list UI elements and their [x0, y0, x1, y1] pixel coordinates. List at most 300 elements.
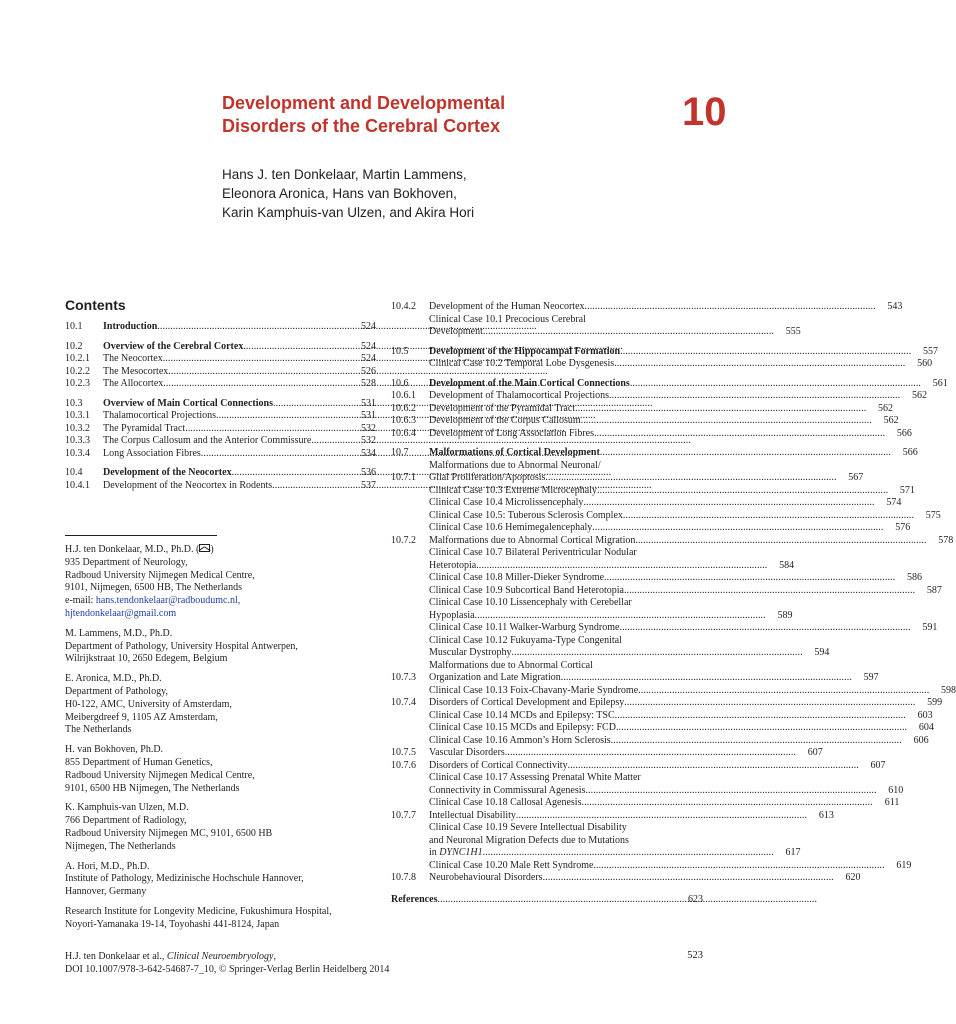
toc-page-number: 543 [887, 301, 903, 312]
toc-page-number: 526 [361, 365, 376, 377]
toc-entry [391, 509, 941, 523]
toc-entry-text [103, 321, 348, 334]
toc-entry-title: in DYNC1H1 [429, 847, 483, 858]
affiliation-line: Radboud University Nijmegen Medical Centre, [65, 569, 255, 581]
toc-entry-text [429, 428, 884, 441]
toc-entry-title: Long Association Fibres [103, 447, 201, 459]
affiliation-line: H. van Bokhoven, Ph.D. [65, 744, 164, 756]
toc-entry [391, 797, 900, 810]
toc-section-number: 10.3.3 [65, 435, 90, 446]
toc-page-number: 597 [863, 672, 879, 683]
email-link[interactable]: hjtendonkelaar@gmail.com [65, 607, 177, 619]
toc-dot-leader [273, 398, 348, 411]
toc-page-number: 603 [917, 709, 933, 721]
toc-entry [391, 345, 938, 359]
toc-entry [65, 378, 376, 391]
toc-entry-title: Development of the Corpus Callosum [429, 415, 581, 426]
toc-page-number: 604 [918, 722, 934, 733]
toc-page-number: 619 [896, 859, 912, 871]
toc-section-number: 10.7.2 [391, 534, 416, 546]
toc-entry-title: Disorders of Cortical Development and Epilepsy [429, 697, 625, 708]
toc-entry-title-last-line [429, 722, 906, 735]
toc-section-number: 10.3.2 [65, 422, 90, 434]
toc-entry-title-last-line [429, 747, 795, 760]
toc-entry-title: Disorders of Cortical Connectivity [429, 759, 568, 771]
toc-entry-title-last-line [429, 390, 899, 403]
toc-dot-leader [201, 448, 348, 461]
toc-page-number: 575 [925, 509, 941, 521]
toc-section-number: 10.6.1 [391, 390, 416, 401]
toc-entry-title-line: Clinical Case 10.10 Lissencephaly with Cerebellar [429, 597, 632, 608]
toc-page-number: 562 [883, 415, 899, 426]
toc-entry-text [429, 522, 882, 535]
toc-entry-text [429, 415, 871, 428]
toc-entry-text [103, 398, 348, 411]
toc-dot-leader [216, 410, 348, 423]
toc-page-number: 562 [911, 390, 927, 401]
toc-entry-title: Thalamocortical Projections [103, 410, 217, 421]
toc-entry-title: Development of the Pyramidal Tract [429, 402, 576, 414]
toc-entry-text [429, 358, 904, 371]
toc-dot-leader [543, 872, 833, 885]
toc-section-number: 10.7.6 [391, 759, 416, 771]
toc-entry-title: Clinical Case 10.13 Foix-Chavany-Marie Syndrome [429, 684, 639, 696]
toc-dot-leader [635, 535, 925, 548]
toc-entry-text [429, 872, 832, 885]
toc-entry-title: The Pyramidal Tract [103, 422, 186, 434]
toc-dot-leader [623, 510, 913, 523]
toc-entry-title-last-line [429, 860, 883, 873]
toc-entry [391, 859, 912, 873]
citation-book-title: Clinical Neuroembryology [166, 951, 274, 962]
toc-entry [391, 313, 801, 339]
toc-section-number: 10.3.1 [65, 410, 90, 421]
toc-page-number: 566 [902, 447, 918, 458]
affiliation-line: Research Institute for Longevity Medicine, Fukushimura Hospital, [65, 905, 332, 917]
toc-dot-leader [583, 497, 873, 510]
toc-references-entry [391, 894, 703, 907]
toc-entry-text [429, 535, 925, 548]
toc-dot-leader [620, 346, 910, 359]
toc-entry-title-last-line [429, 428, 884, 441]
toc-entry-text [429, 572, 894, 585]
toc-entry-text [429, 510, 913, 523]
toc-entry [391, 722, 934, 735]
toc-entry-title: Development of Thalamocortical Projections [429, 390, 610, 401]
toc-page-number: 561 [932, 377, 948, 389]
toc-entry-title-last-line [429, 585, 914, 598]
affiliation-line: Hannover, Germany [65, 886, 147, 898]
toc-entry [391, 759, 886, 773]
toc-entry [65, 353, 376, 366]
toc-dot-leader [568, 760, 858, 773]
citation-footer [65, 951, 389, 976]
toc-dot-leader [311, 435, 348, 448]
toc-section-number: 10.2 [65, 340, 83, 352]
toc-entry-title-last-line [429, 847, 773, 860]
toc-entry-text [429, 797, 871, 810]
toc-section-number: 10.7.8 [391, 872, 416, 883]
toc-entry-title: Clinical Case 10.14 MCDs and Epilepsy: TSC [429, 709, 615, 721]
toc-entry [391, 697, 943, 710]
toc-page-number: 620 [845, 872, 861, 883]
toc-dot-leader [475, 610, 765, 623]
toc-entry-title-last-line [429, 378, 920, 391]
email-link[interactable]: hans.tendonkelaar@radboudumc.nl, [95, 595, 241, 607]
toc-entry-text [429, 485, 887, 498]
toc-entry [65, 467, 376, 480]
citation-line [65, 951, 389, 964]
toc-entry-title: Clinical Case 10.18 Callosal Agenesis [429, 797, 582, 808]
toc-dot-leader [611, 735, 901, 748]
toc-entry [65, 435, 376, 448]
toc-entry-title: Glial Proliferation/Apoptosis [429, 472, 546, 483]
toc-entry [391, 747, 823, 760]
toc-page-number: 524 [361, 340, 376, 352]
toc-dot-leader [624, 697, 914, 710]
toc-entry-text [429, 772, 875, 797]
toc-dot-leader [585, 785, 875, 798]
toc-section-number: 10.4.1 [65, 479, 90, 491]
toc-entry-title-last-line [429, 326, 773, 339]
toc-entry [391, 734, 929, 748]
author-list [222, 165, 474, 222]
toc-entry-title: Clinical Case 10.4 Microlissencephaly [429, 497, 584, 508]
toc-dot-leader [619, 622, 909, 635]
affiliation-line [65, 608, 385, 621]
affiliation-line: Department of Pathology, [65, 685, 168, 697]
toc-entry [391, 572, 922, 585]
affiliation-line [65, 544, 385, 557]
affiliation-line: The Netherlands [65, 724, 132, 736]
toc-entry [391, 684, 956, 698]
toc-section-number: 10.4.2 [391, 301, 416, 312]
affiliation-ten-donkelaar [65, 544, 385, 621]
toc-entry-text [429, 685, 928, 698]
toc-page-number: 587 [926, 584, 942, 596]
footnote-divider [65, 535, 217, 536]
toc-entry-title: Development of the Human Neocortex [429, 301, 585, 312]
toc-entry [391, 547, 795, 572]
toc-entry-text [429, 710, 905, 723]
toc-entry-title: Clinical Case 10.6 Hemimegalencephaly [429, 522, 593, 533]
toc-entry [391, 427, 912, 441]
toc-dot-leader [483, 326, 773, 339]
toc-section-number: 10.3.4 [65, 447, 90, 459]
toc-entry [391, 301, 903, 314]
toc-entry-title-last-line [429, 760, 858, 773]
toc-entry [391, 659, 879, 685]
toc-entry [391, 522, 911, 535]
affiliation-lammens [65, 628, 385, 666]
toc-entry [391, 534, 954, 548]
toc-dot-leader [512, 647, 802, 660]
toc-entry-text [103, 341, 348, 354]
toc-page-number: 591 [922, 622, 938, 633]
toc-entry-text [429, 822, 773, 860]
toc-entry-text [429, 622, 909, 635]
toc-entry-text [429, 597, 764, 622]
toc-section-number: 10.4 [65, 467, 83, 478]
toc-page-number: 613 [818, 809, 834, 821]
toc-entry-title-last-line [429, 710, 905, 723]
toc-page-number: 611 [884, 797, 900, 808]
toc-section-number: 10.7.5 [391, 747, 416, 758]
toc-entry-title: Neurobehavioural Disorders [429, 872, 543, 883]
toc-entry-title: The Mesocortex [103, 365, 169, 377]
affiliation-line: M. Lammens, M.D., Ph.D. [65, 627, 173, 639]
toc-entry-title-line: and Neuronal Migration Defects due to Mutations [429, 834, 629, 846]
toc-section-number: 10.2.2 [65, 365, 90, 377]
toc-dot-leader [630, 378, 920, 391]
toc-entry-title-last-line [429, 560, 766, 573]
toc-page-number: 560 [917, 358, 933, 369]
affiliation-line: 766 Department of Radiology, [65, 815, 187, 827]
toc-dot-leader [616, 722, 906, 735]
toc-entry [391, 459, 864, 485]
toc-entry-text [429, 747, 795, 760]
toc-entry-text [429, 497, 873, 510]
toc-entry [391, 622, 938, 635]
toc-entry-title-last-line [429, 522, 882, 535]
toc-entry-text [429, 403, 865, 416]
affiliation-line: 935 Department of Neurology, [65, 556, 188, 568]
toc-entry [391, 415, 899, 428]
toc-entry-text [429, 760, 858, 773]
affiliation-line [65, 595, 385, 608]
toc-entry [391, 358, 933, 371]
toc-entry-title: Hypoplasia [429, 609, 475, 621]
toc-page-number: 606 [913, 734, 929, 746]
toc-entry-title-last-line [429, 403, 865, 416]
toc-dot-leader [614, 358, 904, 371]
toc-section-number: 10.6 [391, 377, 409, 389]
toc-entry-text [103, 423, 348, 436]
toc-page-number: 537 [361, 479, 376, 491]
affiliation-line: K. Kamphuis-van Ulzen, M.D. [65, 802, 189, 814]
chapter-title-line: Development and Developmental [222, 93, 506, 113]
toc-entry-title-last-line [429, 810, 806, 823]
toc-entry-title: Clinical Case 10.11 Walker-Warburg Syndrome [429, 622, 620, 633]
toc-section-number: 10.2.1 [65, 353, 90, 364]
toc-dot-leader [232, 467, 348, 480]
toc-entry-title: The Corpus Callosum and the Anterior Commissure [103, 435, 312, 446]
toc-entry-title: Vascular Disorders [429, 747, 505, 758]
toc-entry-title-line: Malformations due to Abnormal Neuronal/ [429, 459, 601, 471]
toc-entry-title: Development of the Neocortex [103, 467, 232, 478]
toc-entry-title-last-line [429, 510, 913, 523]
affiliation-line: H0-122, AMC, University of Amsterdam, [65, 698, 232, 710]
toc-right-column [391, 301, 956, 906]
doi-line: DOI 10.1007/978-3-642-54687-7_10, © Springer-Verlag Berlin Heidelberg 2014 [65, 963, 390, 975]
toc-entry-title: Organization and Late Migration [429, 672, 561, 683]
toc-dot-leader [168, 366, 348, 379]
toc-section-number: 10.6.4 [391, 427, 416, 439]
toc-entry-title-last-line [429, 785, 875, 798]
close-paren: ) [210, 544, 214, 555]
toc-entry-text [429, 735, 901, 748]
toc-entry-title: Overview of the Cerebral Cortex [103, 340, 244, 352]
toc-page-number: 571 [899, 484, 915, 496]
toc-entry-title-last-line [429, 622, 909, 635]
toc-entry-title: Clinical Case 10.8 Miller-Dieker Syndrome [429, 572, 605, 583]
toc-entry [391, 772, 904, 797]
affiliation-aronica [65, 673, 385, 737]
toc-dot-leader [157, 321, 348, 334]
toc-dot-leader [483, 847, 773, 860]
toc-section-number: 10.6.2 [391, 402, 416, 414]
toc-references-title: References [391, 893, 438, 905]
toc-section-number: 10.7.4 [391, 697, 416, 708]
toc-entry-title: Clinical Case 10.16 Ammon’s Horn Sclerosis [429, 734, 611, 746]
toc-entry-title: Overview of Main Cortical Connections [103, 397, 273, 409]
toc-page-number: 574 [886, 497, 902, 508]
toc-dot-leader [638, 685, 928, 698]
toc-entry-title: Clinical Case 10.5: Tuberous Sclerosis Complex [429, 509, 623, 521]
affiliation-van-bokhoven [65, 744, 385, 795]
toc-entry-text [429, 722, 906, 735]
toc-entry-title-last-line [429, 672, 851, 685]
toc-entry [65, 410, 376, 423]
affiliation-line: Institute of Pathology, Medizinische Hochschule Hannover, [65, 873, 304, 885]
toc-entry-title: Development of the Hippocampal Formation [429, 345, 621, 357]
page-number: 523 [687, 950, 703, 961]
toc-dot-leader [243, 341, 348, 354]
toc-entry-title-line: Clinical Case 10.19 Severe Intellectual Disability [429, 822, 627, 833]
toc-page-number: 578 [938, 534, 954, 546]
toc-entry-text [429, 301, 874, 314]
toc-dot-leader [593, 860, 883, 873]
toc-entry-text [103, 378, 348, 391]
toc-page-number: 589 [777, 609, 793, 621]
toc-page-number: 584 [779, 559, 795, 571]
toc-entry-title-last-line [429, 647, 801, 660]
toc-page-number: 567 [848, 472, 864, 483]
toc-entry [65, 423, 376, 436]
toc-entry [391, 822, 801, 860]
toc-entry-title-line: Clinical Case 10.17 Assessing Prenatal White Matter [429, 772, 641, 783]
toc-entry-title: Development of the Neocortex in Rodents [103, 479, 273, 491]
toc-dot-leader [575, 403, 865, 416]
toc-dot-leader [163, 378, 348, 391]
toc-page-number: 617 [785, 847, 801, 858]
toc-dot-leader [505, 747, 795, 760]
affiliation-fukushimura [65, 906, 385, 932]
toc-entry-title-last-line [429, 797, 871, 810]
toc-dot-leader [185, 423, 348, 436]
toc-entry-title: Clinical Case 10.20 Male Rett Syndrome [429, 859, 594, 871]
toc-page-number: 599 [927, 697, 943, 708]
toc-entry-title: The Allocortex [103, 378, 164, 389]
affiliation-line: Noyori-Yamanaka 19-14, Toyohashi 441-8124, Japan [65, 918, 280, 930]
toc-entry-title-last-line [429, 872, 832, 885]
affiliation-line: 855 Department of Human Genetics, [65, 756, 213, 768]
toc-page-number: 532 [361, 422, 376, 434]
toc-entry-title-line: Clinical Case 10.7 Bilateral Periventricular Nodular [429, 547, 637, 558]
toc-entry-title-line: Clinical Case 10.12 Fukuyama-Type Congenital [429, 634, 622, 646]
author-name: H.J. ten Donkelaar, M.D., Ph.D. ( [65, 544, 200, 555]
toc-dot-leader [272, 480, 348, 493]
toc-page-number: 534 [361, 447, 376, 459]
contents-heading: Contents [65, 297, 126, 313]
toc-entry-title-last-line [429, 572, 894, 585]
toc-entry-title-line: Clinical Case 10.1 Precocious Cerebral [429, 313, 586, 325]
affiliation-line: Department of Pathology, University Hospital Antwerpen, [65, 640, 298, 652]
toc-page-number: 607 [870, 759, 886, 771]
toc-entry-title: Introduction [103, 321, 158, 332]
toc-entry-title-last-line [429, 447, 890, 460]
toc-entry [65, 321, 376, 334]
envelope-icon [199, 544, 210, 552]
affiliation-hori [65, 861, 385, 899]
toc-page-number: 524 [361, 353, 376, 364]
citation-comma: , [273, 951, 276, 962]
toc-entry-text [429, 697, 914, 710]
toc-dot-leader [604, 572, 894, 585]
toc-entry-title-line: Malformations due to Abnormal Cortical [429, 659, 593, 671]
toc-entry [391, 584, 942, 598]
toc-entry-title: The Neocortex [103, 353, 163, 364]
email-label: e-mail: [65, 595, 96, 607]
toc-entry-title: Intellectual Disability [429, 809, 516, 821]
toc-entry-text [429, 810, 806, 823]
toc-entry [65, 480, 376, 493]
toc-entry [65, 366, 376, 379]
toc-entry [65, 448, 376, 461]
toc-page-number: 557 [923, 345, 938, 357]
toc-entry-text [429, 390, 899, 403]
toc-page-number: 598 [941, 684, 956, 696]
toc-entry-title-last-line [429, 301, 874, 314]
affiliation-line: Wilrijkstraat 10, 2650 Edegem, Belgium [65, 653, 228, 665]
toc-page-number: 532 [361, 435, 376, 446]
toc-dot-leader [581, 797, 871, 810]
toc-entry-title: Malformations of Cortical Development [429, 447, 600, 458]
toc-entry-title-last-line [429, 358, 904, 371]
toc-dot-leader [592, 522, 882, 535]
toc-entry [391, 709, 933, 723]
toc-entry-text [429, 585, 914, 598]
toc-entry-text [429, 346, 910, 359]
toc-dot-leader [437, 894, 675, 907]
toc-dot-leader [600, 447, 890, 460]
toc-page-number: 576 [895, 522, 911, 533]
toc-section-number: 10.2.3 [65, 378, 90, 389]
affiliation-line: E. Aronica, M.D., Ph.D. [65, 673, 162, 685]
toc-entry-text [103, 480, 348, 493]
toc-entry-title-last-line [429, 346, 910, 359]
toc-entry-text [391, 894, 675, 907]
toc-entry-title: Connectivity in Commissural Agenesis [429, 784, 586, 796]
affiliation-line: Radboud University Nijmegen Medical Centre, [65, 769, 255, 781]
chapter-title [222, 92, 505, 138]
toc-entry-text [103, 410, 348, 423]
toc-dot-leader [163, 353, 348, 366]
toc-entry-title-last-line [429, 472, 835, 485]
affiliation-line: Nijmegen, The Netherlands [65, 840, 176, 852]
toc-entry [65, 341, 376, 354]
toc-entry [391, 597, 793, 622]
toc-entry-text [429, 547, 766, 572]
toc-entry-title: Clinical Case 10.15 MCDs and Epilepsy: FCD [429, 722, 616, 733]
toc-entry-text [103, 467, 348, 480]
toc-section-number: 10.1 [65, 321, 83, 332]
toc-entry-text [103, 435, 348, 448]
toc-entry-text [429, 447, 890, 460]
toc-section-number: 10.7.3 [391, 672, 416, 683]
affiliations [65, 544, 385, 939]
toc-dot-leader [561, 672, 851, 685]
